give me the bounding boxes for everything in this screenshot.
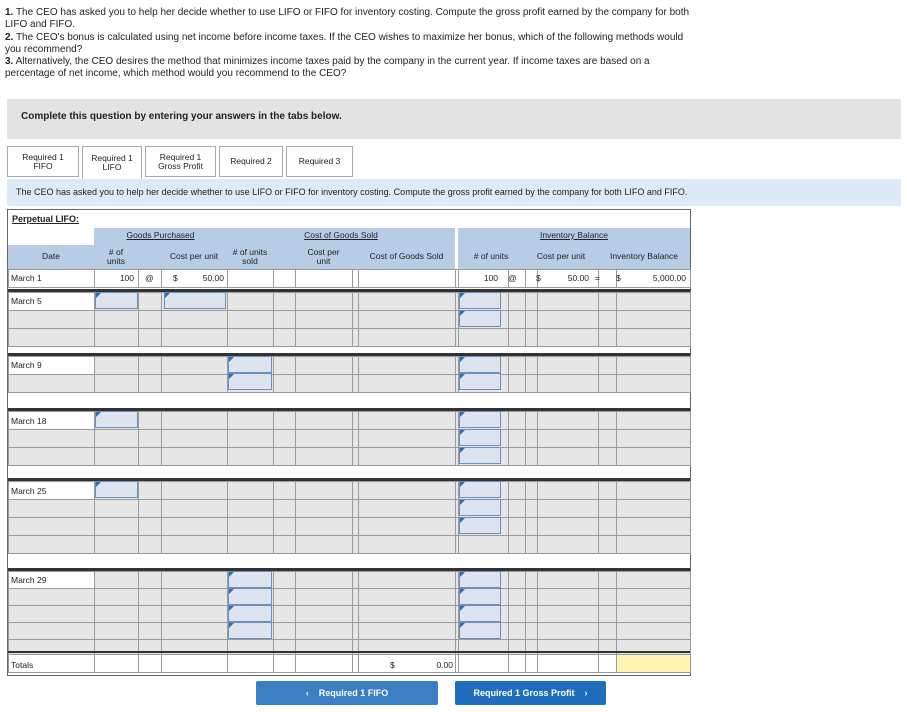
table-cell <box>161 356 228 375</box>
totals-cell <box>138 654 162 673</box>
table-cell <box>161 447 228 466</box>
table-cell <box>598 328 617 347</box>
table-cell <box>227 269 274 288</box>
table-cell <box>161 535 228 554</box>
table-cell <box>161 499 228 518</box>
table-cell <box>8 429 95 448</box>
perpetual-lifo-table <box>7 209 691 676</box>
col-cogs-cost-per-unit <box>295 248 352 266</box>
col-cpu-l2: unit <box>316 256 331 266</box>
table-cell <box>508 374 526 393</box>
question-text <box>5 7 695 81</box>
input-field[interactable] <box>228 588 272 605</box>
totals-cell <box>458 654 509 673</box>
table-cell <box>273 447 296 466</box>
march1-inv-units: 100 <box>483 273 498 283</box>
date-march-25: March 25 <box>11 486 47 496</box>
totals-dollar: $ <box>390 660 395 670</box>
col-inventory-units: # of units <box>473 251 509 261</box>
col-inventory-balance: Inventory Balance <box>609 251 679 261</box>
table-cell <box>273 374 296 393</box>
input-field[interactable] <box>95 411 138 428</box>
table-cell <box>227 411 274 430</box>
input-field[interactable] <box>459 605 501 622</box>
table-cell <box>8 499 95 518</box>
input-field[interactable] <box>459 481 501 498</box>
table-cell <box>537 535 599 554</box>
date-march-5: March 5 <box>11 296 42 306</box>
totals-cell <box>508 654 526 673</box>
question-1: The CEO has asked you to help her decide whether to use LIFO or FIFO for inventory costing. Compute the gross profit earned by the company for both LIFO and FIFO. <box>5 7 690 31</box>
table-cell <box>295 429 353 448</box>
table-cell <box>537 328 599 347</box>
table-cell <box>358 447 456 466</box>
table-cell <box>537 429 599 448</box>
table-cell <box>94 429 139 448</box>
table-cell <box>295 356 353 375</box>
table-cell <box>138 535 162 554</box>
table-cell <box>8 374 95 393</box>
table-cell <box>358 535 456 554</box>
table-cell <box>616 535 691 554</box>
table-cell <box>295 374 353 393</box>
table-cell <box>227 481 274 500</box>
col-units-sold <box>227 248 273 266</box>
table-cell <box>598 517 617 536</box>
table-cell <box>598 481 617 500</box>
march1-dollar: $ <box>173 273 178 283</box>
totals-cogs: 0.00 <box>436 660 453 670</box>
table-cell <box>537 411 599 430</box>
question-1-number: 1. <box>5 7 14 18</box>
table-cell <box>227 535 274 554</box>
table-cell <box>94 517 139 536</box>
table-cell <box>598 292 617 311</box>
tab-label: Required 1 <box>91 152 133 163</box>
table-cell <box>227 517 274 536</box>
table-cell <box>508 517 526 536</box>
table-cell <box>508 411 526 430</box>
next-button-label: Required 1 Gross Profit <box>473 688 575 698</box>
prev-button[interactable] <box>256 681 438 705</box>
tab-label: Required 2 <box>230 156 272 166</box>
totals-label: Totals <box>11 660 34 670</box>
march1-inv-at: @ <box>508 273 517 283</box>
table-cell <box>273 328 296 347</box>
table-cell <box>295 535 353 554</box>
table-cell <box>138 499 162 518</box>
input-field[interactable] <box>228 373 272 390</box>
input-field[interactable] <box>459 517 501 534</box>
table-cell <box>227 328 274 347</box>
date-march-18: March 18 <box>11 416 47 426</box>
march1-bal-dollar: $ <box>616 273 621 283</box>
table-cell <box>94 356 139 375</box>
date-march-1: March 1 <box>11 273 42 283</box>
table-cell <box>598 447 617 466</box>
table-cell <box>616 310 691 329</box>
table-cell <box>358 411 456 430</box>
input-field[interactable] <box>95 292 138 309</box>
table-cell <box>138 411 162 430</box>
table-cell <box>8 328 95 347</box>
table-cell <box>616 481 691 500</box>
table-cell <box>598 374 617 393</box>
table-cell <box>598 429 617 448</box>
table-cell <box>598 269 617 288</box>
table-cell <box>227 499 274 518</box>
table-cell <box>537 481 599 500</box>
table-cell <box>358 269 456 288</box>
input-field[interactable] <box>459 571 501 588</box>
input-field[interactable] <box>164 292 226 309</box>
tab-label: FIFO <box>33 160 53 171</box>
table-cell <box>598 535 617 554</box>
input-field[interactable] <box>228 622 272 639</box>
totals-cell <box>227 654 274 673</box>
input-field[interactable] <box>459 292 501 309</box>
row-separator <box>8 651 690 653</box>
col-inventory-cost-per-unit: Cost per unit <box>536 251 586 261</box>
group-cost-of-goods-sold: Cost of Goods Sold <box>304 230 378 240</box>
col-cpu-l1: Cost per <box>307 247 340 257</box>
table-cell <box>273 429 296 448</box>
input-field[interactable] <box>459 622 501 639</box>
table-cell <box>358 356 456 375</box>
totals-cell <box>94 654 139 673</box>
table-cell <box>598 356 617 375</box>
question-2: The CEO's bonus is calculated using net income before income taxes. If the CEO wishes to maximize her bonus, which of the following methods would you recommend? <box>5 31 684 55</box>
tab-label: Gross Profit <box>158 160 203 171</box>
march1-cost: 50.00 <box>202 273 224 283</box>
table-cell <box>358 328 456 347</box>
table-cell <box>616 292 691 311</box>
table-cell <box>508 310 526 329</box>
table-cell <box>508 292 526 311</box>
table-cell <box>94 310 139 329</box>
question-3-number: 3. <box>5 56 14 68</box>
input-field[interactable] <box>228 571 272 588</box>
table-cell <box>273 481 296 500</box>
table-cell <box>358 374 456 393</box>
input-field[interactable] <box>459 411 501 428</box>
table-cell <box>358 517 456 536</box>
march1-balance: 5,000.00 <box>652 273 686 283</box>
row-separator <box>8 568 690 571</box>
table-cell <box>598 411 617 430</box>
table-cell <box>138 292 162 311</box>
table-cell <box>358 499 456 518</box>
question-3: Alternatively, the CEO desires the method that minimizes income taxes paid by the company in the current year. If income taxes are based on a percentage of net income, which method would you recommend to the CEO? <box>5 56 650 80</box>
input-field[interactable] <box>459 588 501 605</box>
table-cell <box>616 447 691 466</box>
table-cell <box>616 328 691 347</box>
table-cell <box>161 411 228 430</box>
totals-cell <box>161 654 228 673</box>
totals-cell <box>616 654 691 673</box>
table-cell <box>273 292 296 311</box>
date-march-9: March 9 <box>11 360 42 370</box>
tab-required-3[interactable] <box>286 146 353 177</box>
date-march-29: March 29 <box>11 575 47 585</box>
question-2-number: 2. <box>5 31 14 43</box>
table-cell <box>508 535 526 554</box>
march1-inv-cost: 50.00 <box>567 273 589 283</box>
col-cost-of-goods-sold: Cost of Goods Sold <box>369 251 444 261</box>
input-field[interactable] <box>459 373 501 390</box>
table-cell <box>94 535 139 554</box>
tab-required-2[interactable] <box>219 146 283 177</box>
table-cell <box>161 429 228 448</box>
table-cell <box>94 328 139 347</box>
table-cell <box>295 269 353 288</box>
totals-cell <box>537 654 599 673</box>
table-cell <box>295 310 353 329</box>
table-cell <box>537 447 599 466</box>
table-cell <box>138 310 162 329</box>
table-cell <box>598 499 617 518</box>
totals-cell <box>598 654 617 673</box>
table-cell <box>273 517 296 536</box>
table-cell <box>616 499 691 518</box>
table-cell <box>138 328 162 347</box>
table-cell <box>161 481 228 500</box>
march1-at: @ <box>145 273 154 283</box>
col-units-sold-l2: sold <box>242 256 258 266</box>
group-inventory-balance: Inventory Balance <box>539 230 609 240</box>
col-units-l1: # of <box>108 247 124 257</box>
chevron-right-icon: › <box>584 688 588 698</box>
table-title: Perpetual LIFO: <box>12 214 80 224</box>
totals-cell <box>273 654 296 673</box>
tab-label: Required 3 <box>298 156 341 166</box>
totals-cell <box>295 654 353 673</box>
table-cell <box>537 499 599 518</box>
table-cell <box>458 328 509 347</box>
instructions-banner <box>7 99 901 139</box>
tab-required-1-lifo[interactable] <box>82 146 142 179</box>
table-cell <box>138 447 162 466</box>
table-cell <box>94 374 139 393</box>
input-field[interactable] <box>459 499 501 516</box>
prev-button-label: Required 1 FIFO <box>318 688 389 698</box>
col-cost-per-unit: Cost per unit <box>169 251 219 261</box>
table-cell <box>227 292 274 311</box>
table-cell <box>598 310 617 329</box>
next-button[interactable] <box>455 681 606 705</box>
table-cell <box>616 517 691 536</box>
instruction-bar <box>7 179 901 206</box>
table-cell <box>616 429 691 448</box>
march1-units: 100 <box>119 273 134 283</box>
col-units <box>94 248 138 266</box>
input-field[interactable] <box>228 356 272 373</box>
table-cell <box>161 517 228 536</box>
table-cell <box>537 517 599 536</box>
table-cell <box>8 535 95 554</box>
col-units-l2: units <box>107 256 125 266</box>
table-cell <box>138 517 162 536</box>
table-cell <box>358 481 456 500</box>
table-cell <box>161 328 228 347</box>
table-cell <box>616 374 691 393</box>
table-cell <box>273 535 296 554</box>
table-cell <box>508 328 526 347</box>
tab-required-1-fifo[interactable] <box>7 146 79 177</box>
table-cell <box>508 356 526 375</box>
table-cell <box>273 499 296 518</box>
table-cell <box>616 411 691 430</box>
input-field[interactable] <box>459 429 501 446</box>
table-cell <box>138 429 162 448</box>
table-cell <box>295 411 353 430</box>
table-cell <box>273 411 296 430</box>
chevron-left-icon: ‹ <box>305 688 309 698</box>
group-goods-purchased: Goods Purchased <box>126 230 195 240</box>
table-cell <box>8 447 95 466</box>
table-cell <box>94 499 139 518</box>
table-cell <box>273 356 296 375</box>
input-field[interactable] <box>459 447 501 464</box>
instruction-text: The CEO has asked you to help her decide whether to use LIFO or FIFO for inventory costing. Compute the gross profit earned by the company for both LIFO and FIFO. <box>16 187 688 197</box>
table-cell <box>8 310 95 329</box>
table-cell <box>295 447 353 466</box>
table-cell <box>227 429 274 448</box>
input-field[interactable] <box>95 481 138 498</box>
table-cell <box>616 356 691 375</box>
input-field[interactable] <box>459 356 501 373</box>
table-cell <box>537 374 599 393</box>
table-cell <box>295 292 353 311</box>
table-cell <box>358 292 456 311</box>
table-cell <box>161 374 228 393</box>
col-date: Date <box>42 251 60 261</box>
table-cell <box>295 481 353 500</box>
table-cell <box>537 356 599 375</box>
table-cell <box>94 447 139 466</box>
banner-text: Complete this question by entering your answers in the tabs below. <box>21 111 342 122</box>
tab-required-1-gross-profit[interactable] <box>145 146 216 177</box>
table-cell <box>537 292 599 311</box>
table-cell <box>295 499 353 518</box>
table-cell <box>273 269 296 288</box>
table-cell <box>537 310 599 329</box>
tab-label: Required 1 <box>159 151 202 162</box>
table-cell <box>161 310 228 329</box>
table-cell <box>227 447 274 466</box>
table-cell <box>227 310 274 329</box>
table-cell <box>295 328 353 347</box>
col-units-sold-l1: # of units <box>232 247 268 257</box>
table-cell <box>458 535 509 554</box>
table-cell <box>138 481 162 500</box>
row-separator <box>8 353 690 356</box>
table-cell <box>8 517 95 536</box>
table-cell <box>295 517 353 536</box>
table-cell <box>508 481 526 500</box>
table-cell <box>273 310 296 329</box>
table-cell <box>508 429 526 448</box>
march1-equals: = <box>595 273 600 283</box>
table-cell <box>358 310 456 329</box>
tab-label: LIFO <box>102 161 122 172</box>
input-field[interactable] <box>228 605 272 622</box>
tab-label: Required 1 <box>22 151 64 162</box>
table-cell <box>508 447 526 466</box>
table-cell <box>138 356 162 375</box>
table-cell <box>358 429 456 448</box>
table-cell <box>508 499 526 518</box>
input-field[interactable] <box>459 310 501 327</box>
table-cell <box>138 374 162 393</box>
march1-inv-dollar: $ <box>536 273 541 283</box>
